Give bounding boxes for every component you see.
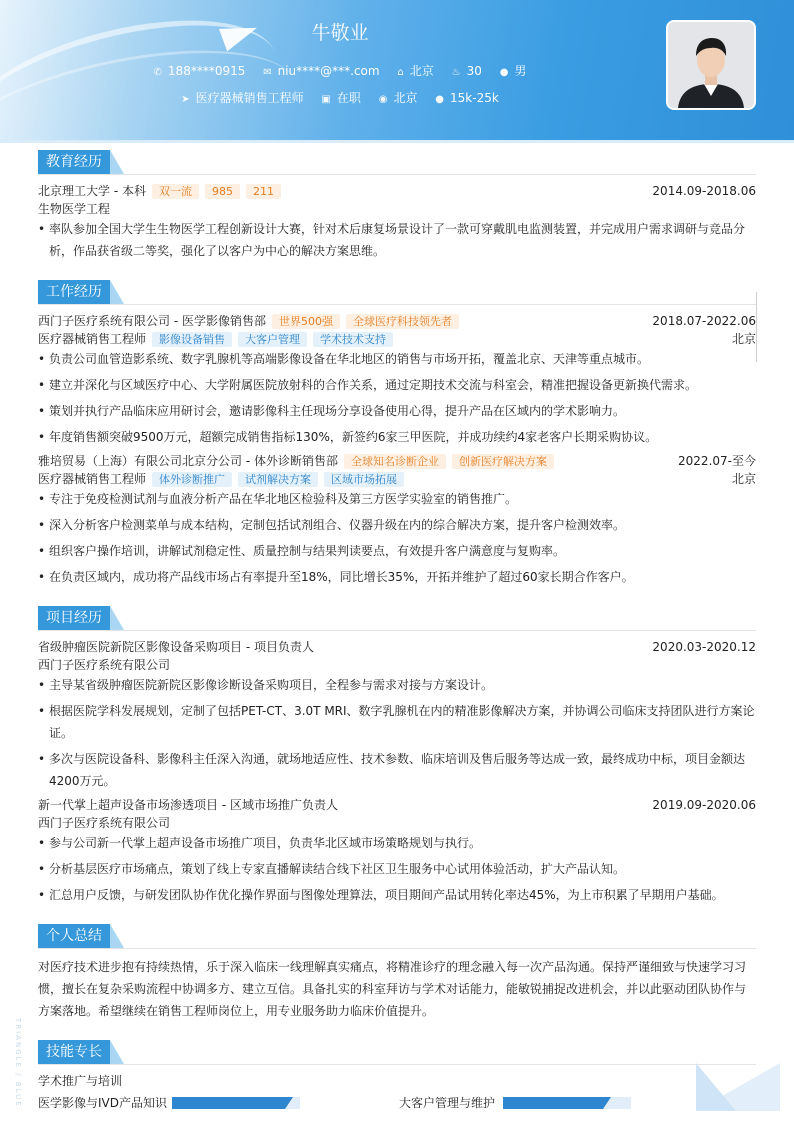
work-section <box>38 280 756 584</box>
work-bullet: • 组织客户操作培训，讲解试剂稳定性、质量控制与结果判读要点，有效提升客户满意度与复购率。 <box>38 540 756 562</box>
basic-info-row <box>0 62 680 79</box>
phone-text: 188****0915 <box>167 64 246 78</box>
map-pin-icon: ◉ <box>378 94 388 105</box>
phone-item <box>154 64 246 78</box>
salary-text: 15k-25k <box>450 91 499 105</box>
company-name: 西门子医疗系统有限公司 - 医学影像销售部 <box>38 314 266 328</box>
section-title: 教育经历 <box>38 150 110 174</box>
project-company: 西门子医疗系统有限公司 <box>38 816 171 830</box>
section-header <box>38 1040 756 1065</box>
decorative-triangle <box>696 1063 736 1111</box>
section-header <box>38 924 756 949</box>
location-text: 北京 <box>409 64 434 78</box>
age-item <box>452 64 482 78</box>
phone-icon: ✆ <box>153 67 162 78</box>
summary-text: 对医疗技术进步抱有持续热情，乐于深入临床一线理解真实痛点，将精准诊疗的理念融入每一次产品沟通。保持严谨细致与快速学习习惯，擅长在复杂采购流程中协调多方、建立互信。具备扎实的科室拜访与学术对话能力，能敏锐捕捉改进机会，并以此驱动团队协作与方案落地。希望继续在销售工程师岗位上，用专业服务助力临床价值提升。 <box>38 960 747 1018</box>
company-tag: 全球医疗科技领先者 <box>346 314 459 329</box>
company-name: 雅培贸易（上海）有限公司北京分公司 - 体外诊断销售部 <box>38 454 338 468</box>
email-item <box>263 64 379 78</box>
avatar-portrait <box>668 22 754 108</box>
resume-header <box>0 0 794 140</box>
section-title: 技能专长 <box>38 1040 110 1064</box>
company-tag: 世界500强 <box>272 314 340 329</box>
education-major: 生物医学工程 <box>38 202 111 216</box>
watermark: TRIANGLE / BLUE <box>14 1018 22 1108</box>
project-company: 西门子医疗系统有限公司 <box>38 658 171 672</box>
email-text: niu****@***.com <box>277 64 380 78</box>
work-bullet: • 策划并执行产品临床应用研讨会，邀请影像科主任现场分享设备使用心得，提升产品在区域内的学术影响力。 <box>38 400 756 422</box>
role-tag: 体外诊断推广 <box>152 472 232 487</box>
skill-top-item: 学术推广与培训 <box>38 1074 123 1088</box>
target-city-item <box>379 89 418 106</box>
briefcase-icon: ▣ <box>321 94 331 105</box>
role-tag: 大客户管理 <box>238 332 307 347</box>
work-company-line <box>38 452 756 470</box>
role-name: 医疗器械销售工程师 <box>38 332 147 346</box>
company-tag: 创新医疗解决方案 <box>452 454 554 469</box>
work-bullet: • 深入分析客户检测菜单与成本结构，定制包括试剂组合、仪器升级在内的综合解决方案，提升客户检测效率。 <box>38 514 756 536</box>
school-tag: 双一流 <box>152 184 199 199</box>
target-city-text: 北京 <box>393 91 418 105</box>
header-divider <box>0 140 794 143</box>
money-icon: ● <box>435 94 445 105</box>
project-bullet: • 多次与医院设备科、影像科主任深入沟通，就场地适应性、技术参数、临床培训及售后服务等达成一致，最终成功中标，项目金额达4200万元。 <box>38 748 756 792</box>
avatar <box>666 20 756 110</box>
project-title-line <box>38 796 756 814</box>
skill-bar-fill <box>503 1097 603 1109</box>
role-tag: 区域市场拓展 <box>324 472 404 487</box>
work-bullet: • 负责公司血管造影系统、数字乳腺机等高端影像设备在华北地区的销售与市场开拓，覆盖北京、天津等重点城市。 <box>38 348 756 370</box>
section-title: 工作经历 <box>38 280 110 304</box>
project-date: 2020.03-2020.12 <box>652 640 756 654</box>
section-title: 项目经历 <box>38 606 110 630</box>
status-text: 在职 <box>336 91 361 105</box>
send-icon: ➤ <box>181 94 190 105</box>
work-role-line <box>38 330 756 348</box>
projects-section <box>38 606 756 902</box>
project-bullet: • 根据医院学科发展规划，定制了包括PET-CT、3.0T MRI、数字乳腺机在内的精准影像解决方案，并协调公司临床支持团队进行方案论证。 <box>38 700 756 744</box>
work-bullet: • 年度销售额突破9500万元，超额完成销售指标130%，新签约6家三甲医院，并成功续约4家老客户长期采购协议。 <box>38 426 756 448</box>
project-bullet: • 主导某省级肿瘤医院新院区影像诊断设备采购项目，全程参与需求对接与方案设计。 <box>38 674 756 696</box>
project-bullet: • 汇总用户反馈，与研发团队协作优化操作界面与图像处理算法，项目期间产品试用转化率达45%，为上市积累了早期用户基础。 <box>38 884 756 906</box>
gender-text: 男 <box>514 64 527 78</box>
skill-bar <box>503 1097 631 1109</box>
candidate-name: 牛敬业 <box>311 22 369 44</box>
role-tag: 学术技术支持 <box>313 332 393 347</box>
skill-label: 大客户管理与维护 <box>399 1096 496 1110</box>
email-icon: ✉ <box>263 67 272 78</box>
project-bullet: • 分析基层医疗市场痛点，策划了线上专家直播解读结合线下社区卫生服务中心试用体验活动，扩大产品认知。 <box>38 858 756 880</box>
skill-label: 医学影像与IVD产品知识 <box>38 1096 167 1110</box>
target-position-text: 医疗器械销售工程师 <box>195 91 304 105</box>
skill-bar <box>172 1097 300 1109</box>
work-date: 2022.07-至今 <box>678 454 756 468</box>
education-section <box>38 150 756 258</box>
section-header <box>38 280 756 305</box>
job-intent-row <box>0 89 680 106</box>
salary-item <box>435 91 499 105</box>
skill-bar-fill <box>172 1097 285 1109</box>
cake-icon: ♨ <box>451 67 461 78</box>
section-header <box>38 606 756 631</box>
project-title-line <box>38 638 756 656</box>
status-item <box>321 89 360 106</box>
gender-icon: ● <box>499 67 509 78</box>
school-tag: 211 <box>246 184 281 199</box>
gender-item <box>500 62 527 79</box>
education-bullet: • 率队参加全国大学生生物医学工程创新设计大赛，针对术后康复场景设计了一款可穿戴肌电监测装置，并完成用户需求调研与竞品分析，作品获省级二等奖，强化了以客户为中心的解决方案思维。 <box>38 218 756 262</box>
role-tag: 影像设备销售 <box>152 332 232 347</box>
role-tag: 试剂解决方案 <box>238 472 318 487</box>
role-name: 医疗器械销售工程师 <box>38 472 147 486</box>
project-title: 省级肿瘤医院新院区影像设备采购项目 - 项目负责人 <box>38 640 314 654</box>
work-date: 2018.07-2022.06 <box>652 314 756 328</box>
school-tag: 985 <box>205 184 240 199</box>
company-tag: 全球知名诊断企业 <box>344 454 446 469</box>
work-bullet: • 在负责区域内，成功将产品线市场占有率提升至18%，同比增长35%，开拓并维护了超过60家长期合作客户。 <box>38 566 756 588</box>
summary-section <box>38 924 756 1018</box>
skills-section <box>38 1040 756 1110</box>
project-title: 新一代掌上超声设备市场渗透项目 - 区域市场推广负责人 <box>38 798 338 812</box>
work-bullet: • 建立并深化与区域医疗中心、大学附属医院放射科的合作关系，通过定期技术交流与科室会，精准把握设备更新换代需求。 <box>38 374 756 396</box>
work-company-line <box>38 312 756 330</box>
target-position-item <box>181 89 303 106</box>
divider-line <box>756 292 757 362</box>
education-school-line <box>38 182 756 200</box>
project-date: 2019.09-2020.06 <box>652 798 756 812</box>
section-title: 个人总结 <box>38 924 110 948</box>
work-role-line <box>38 470 756 488</box>
work-bullet: • 专注于免疫检测试剂与血液分析产品在华北地区检验科及第三方医学实验室的销售推广。 <box>38 488 756 510</box>
home-icon: ⌂ <box>397 67 404 78</box>
age-text: 30 <box>466 64 482 78</box>
location-item <box>397 62 433 79</box>
project-bullet: • 参与公司新一代掌上超声设备市场推广项目，负责华北区域市场策略规划与执行。 <box>38 832 756 854</box>
section-header <box>38 150 756 175</box>
school-name: 北京理工大学 - 本科 <box>38 184 146 198</box>
work-city: 北京 <box>731 472 756 486</box>
work-city: 北京 <box>731 332 756 346</box>
education-date: 2014.09-2018.06 <box>652 184 756 198</box>
